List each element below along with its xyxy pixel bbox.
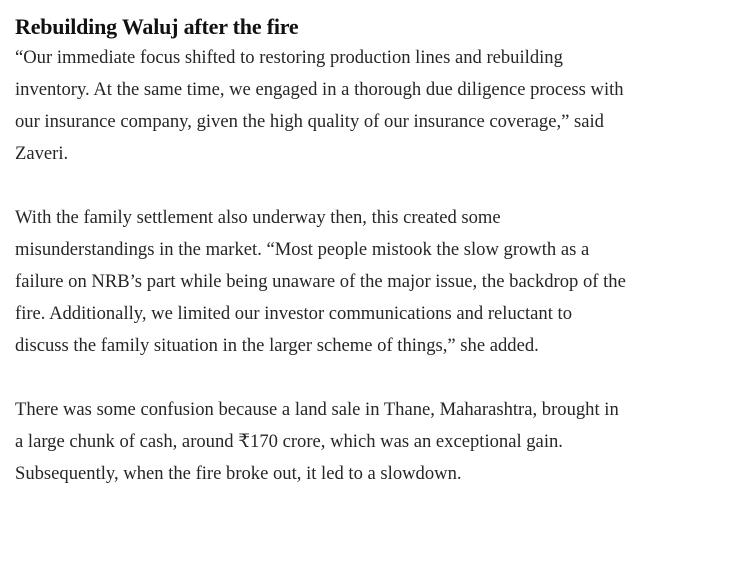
paragraph-2: With the family settlement also underway then, this created some misunderstandings in the market. “Most people mistook the slow growth as a failure on NRB’s part while being unaware of the major issue, the backdrop of the fire. Additionally, we limited our investor communications and reluctant to discuss the family situation in the larger scheme of things,” she added. — [15, 207, 626, 356]
article-body — [15, 12, 627, 490]
paragraph-1: “Our immediate focus shifted to restoring production lines and rebuilding inventory. At the same time, we engaged in a thorough due diligence process with our insurance company, given the high quality of our insurance coverage,” said Zaveri. — [15, 47, 624, 164]
section-heading: Rebuilding Waluj after the fire — [15, 14, 299, 39]
paragraph-3: There was some confusion because a land sale in Thane, Maharashtra, brought in a large chunk of cash, around ₹170 crore, which was an exceptional gain. Subsequently, when the fire broke out, it led to a slowdown. — [15, 399, 619, 484]
